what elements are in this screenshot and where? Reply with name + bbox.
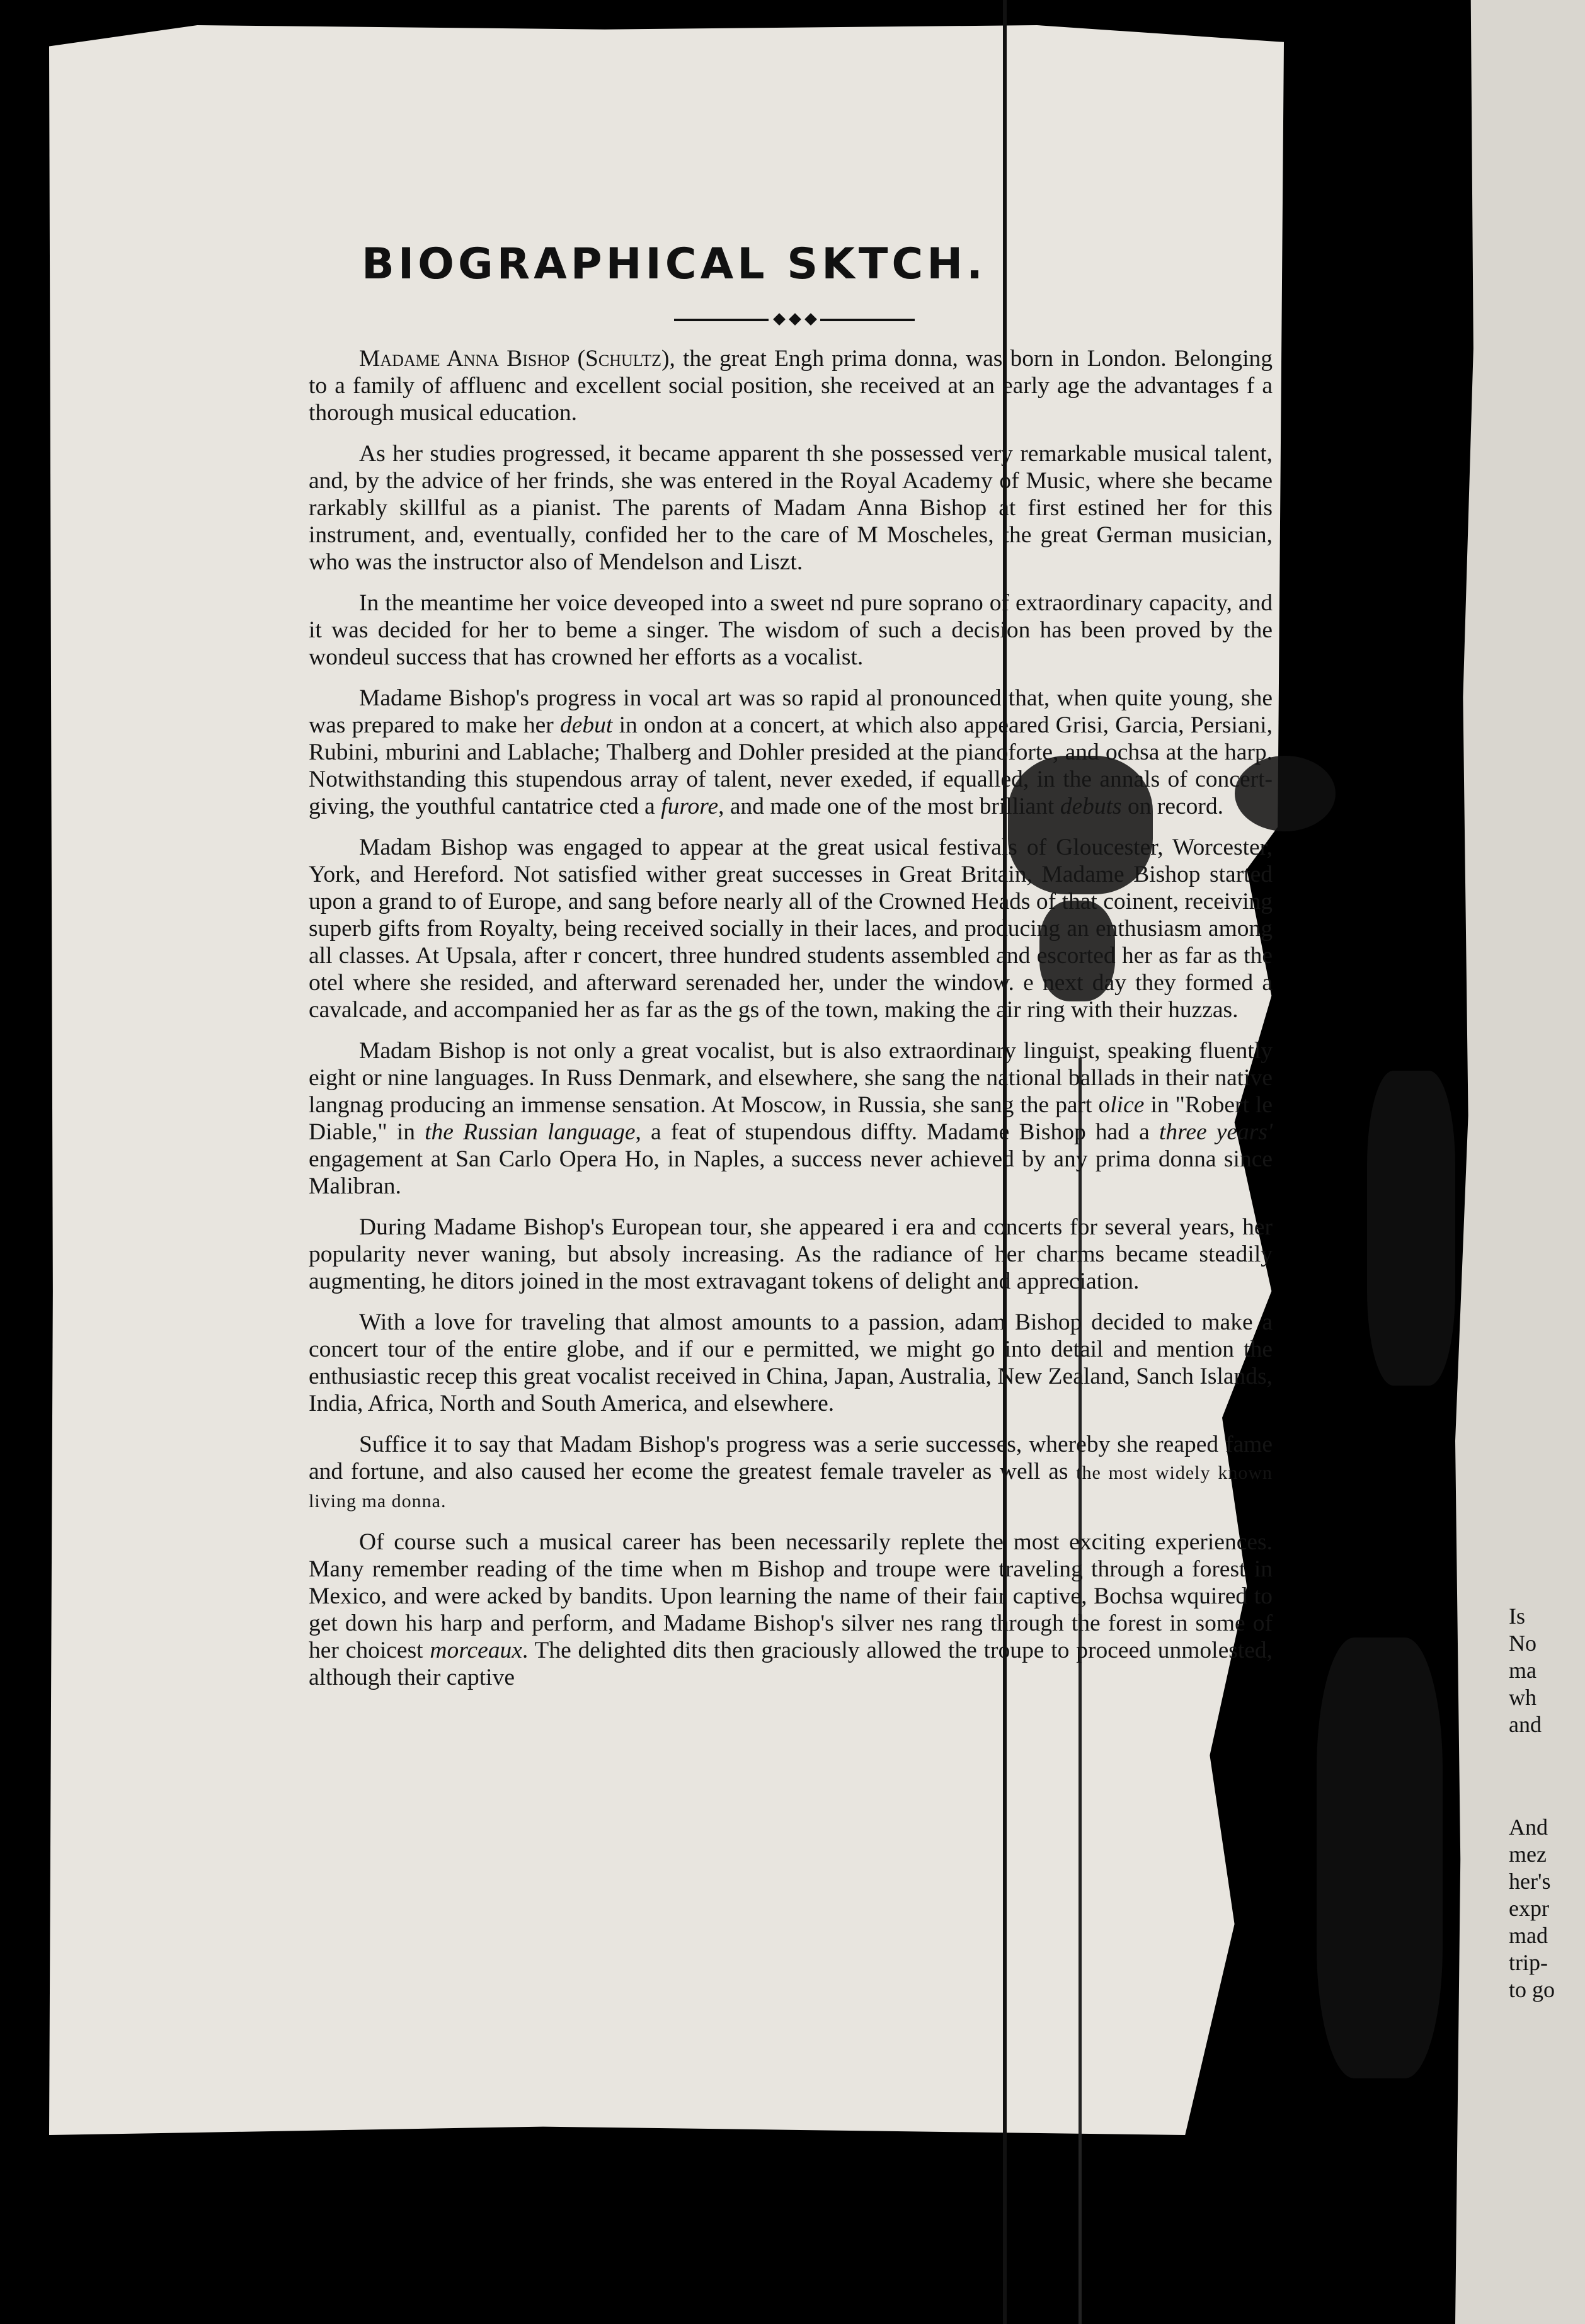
margin-fragment: wh [1509,1685,1536,1710]
paragraph-9: Suffice it to say that Madam Bishop's progress was a serie successes, whereby she reaped fame and fortune, and also caused her ecome the greatest female traveler as well as the most widely known living ma donna. [309,1432,1273,1512]
margin-fragment: mad [1509,1923,1548,1948]
paragraph-4: Madame Bishop's progress in vocal art was so rapid al pronounced that, when quite young, she was prepared to make her debut in ondon at a concert, at which also appeared Grisi, Garcia, Persiani, Rubini, mburini and Lablache; Thalberg and Dohler presided at the pianoforte, and ochsa at the harp. Notwithstanding this stupendous array of talent, never exeded, if equalled, in the annals of concert-giving, the youthful cantatrice cted a furore, and made one of the most brilliant debuts on record. [309,685,1273,819]
paragraph-1: Madame Anna Bishop (Schultz), the great Engh prima donna, was born in London. Belonging to a family of affluenc and excellent social position, she received at an early age the advantages f a thorough musical education. [309,346,1273,426]
paragraph-7: During Madame Bishop's European tour, she appeared i era and concerts for several years, her popularity never waning, but absoly increasing. As the radiance of her charms became steadily augmenting, he ditors joined in the most extravagant tokens of delight and appreciation. [309,1214,1273,1294]
adjacent-page-text-lower [1509,1814,1555,2003]
adjacent-page-text [1509,1603,1542,1738]
margin-fragment: Is [1509,1603,1525,1629]
paragraph-3: In the meantime her voice deveoped into a sweet nd pure soprano of extraordinary capacity, and it was decided for her to beme a singer. The wisdom of such a decision has been proved by the wondeul success that has crowned her efforts as a vocalist. [309,590,1273,670]
paragraph-8: With a love for traveling that almost amounts to a passion, adam Bishop decided to make a concert tour of the entire globe, and if our e permitted, we might go into detail and mention the enthusiastic recep this great vocalist received in China, Japan, Australia, New Zealand, Sanch Islands, India, Africa, North and South America, and elsewhere. [309,1309,1273,1416]
margin-fragment: and [1509,1712,1542,1737]
margin-fragment: And [1509,1814,1548,1840]
page-title: BIOGRAPHICAL SKTCH. [361,239,987,289]
paragraph-6: Madam Bishop is not only a great vocalist, but is also extraordinary linguist, speaking fluently eight or nine languages. In Russ Denmark, and elsewhere, she sang the national ballads in their native langnag producing an immense sensation. At Moscow, in Russia, she sang the part olice in "Robert le Diable," in the Russian language, a feat of stupendous diffty. Madame Bishop had a three years' engagement at San Carlo Opera Ho, in Naples, a success never achieved by any prima donna since Malibran. [309,1038,1273,1199]
title-ornament [674,314,913,326]
margin-fragment: No [1509,1631,1536,1656]
margin-fragment: mez [1509,1842,1547,1867]
margin-fragment: to go [1509,1977,1555,2002]
paragraph-10: Of course such a musical career has been necessarily replete the most exciting experiences. Many remember reading of the time when m Bishop and troupe were traveling through a forest in Mexico, and were acked by bandits. Upon learning the name of their fair captive, Bochsa wquired to get down his harp and perform, and Madame Bishop's silver nes rang through the forest in some of her choicest morceaux. The delighted dits then graciously allowed the troupe to proceed unmolested, although their captive [309,1529,1273,1690]
margin-fragment: her's [1509,1869,1551,1894]
ink-stain [1317,1638,1443,2078]
biography-body [309,345,1273,1705]
margin-fragment: expr [1509,1896,1549,1921]
ink-stain [1367,1071,1455,1386]
paragraph-2: As her studies progressed, it became apparent th she possessed very remarkable musical talent, and, by the advice of her frinds, she was entered in the Royal Academy of Music, where she became rarkably skillful as a pianist. The parents of Madam Anna Bishop at first estined her for this instrument, and, eventually, confided her to the care of M Moscheles, the great German musician, who was the instructor also of Mendelson and Liszt. [309,441,1273,575]
margin-fragment: ma [1509,1658,1536,1683]
paragraph-5: Madam Bishop was engaged to appear at the great usical festivals of Gloucester, Worcester, York, and Hereford. Not satisfied wither great successes in Great Britain, Madame Bishop started upon a grand to of Europe, and sang before nearly all of the Crowned Heads of that coinent, receiving superb gifts from Royalty, being received socially in their laces, and producing an enthusiasm among all classes. At Upsala, after r concert, three hundred students assembled and escorted her as far as the otel where she resided, and afterward serenaded her, under the window. e next day they formed a cavalcade, and accompanied her as far as the gs of the town, making the air ring with their huzzas. [309,834,1273,1023]
margin-fragment: trip- [1509,1950,1548,1975]
